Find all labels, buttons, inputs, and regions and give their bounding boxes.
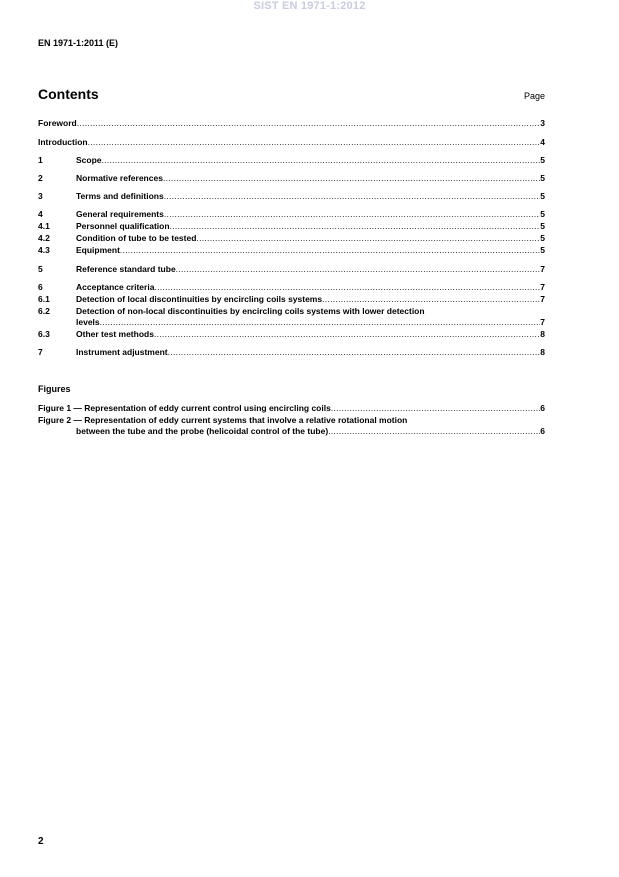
toc-entry-title: Instrument adjustment (76, 347, 168, 357)
toc-entry-page: 5 (540, 245, 545, 255)
toc-entry-title: Normative references (76, 173, 163, 183)
toc-entry-page: 7 (540, 282, 545, 292)
toc-entry-page: 5 (540, 209, 545, 219)
page-column-label: Page (523, 91, 545, 101)
toc-entry-page: 7 (540, 317, 545, 327)
figure-entry-title: Figure 1 — Representation of eddy current control using encircling coils (38, 403, 331, 413)
toc-entry-4-2[interactable] (38, 233, 545, 244)
toc-entry-5[interactable] (38, 264, 545, 275)
toc-entry-title: Equipment (76, 245, 120, 255)
toc-entry-number: 1 (38, 155, 43, 165)
toc-entry-6-2[interactable] (38, 306, 545, 317)
toc-entry-number: 6.2 (38, 306, 50, 316)
leader-dots (102, 155, 541, 166)
toc-entry-page: 8 (540, 347, 545, 357)
figure-entry-title-continued: between the tube and the probe (helicoidal control of the tube) (76, 426, 329, 436)
toc-entry-page: 5 (540, 233, 545, 243)
leader-dots (168, 347, 541, 358)
figure-entry-title: Figure 2 — Representation of eddy current systems that involve a relative rotational motion (38, 415, 408, 425)
figure-entry-page: 6 (540, 403, 545, 413)
toc-entry-number: 6.3 (38, 329, 50, 339)
toc-entry-3[interactable] (38, 191, 545, 202)
toc-entry-title: Condition of tube to be tested (76, 233, 197, 243)
toc-entry-title: Scope (76, 155, 102, 165)
toc-entry-2[interactable] (38, 173, 545, 184)
toc-entry-7[interactable] (38, 347, 545, 358)
toc-entry-page: 5 (540, 173, 545, 183)
toc-entry-number: 6 (38, 282, 43, 292)
watermark: SIST EN 1971-1:2012 (253, 0, 366, 12)
figures-heading: Figures (38, 384, 71, 394)
leader-dots (164, 209, 540, 220)
toc-entry-4-1[interactable] (38, 221, 545, 232)
leader-dots (120, 245, 540, 256)
toc-entry-number: 3 (38, 191, 43, 201)
toc-entry-title: Foreword (38, 118, 77, 128)
toc-entry-number: 4.2 (38, 233, 50, 243)
toc-entry-number: 4.3 (38, 245, 50, 255)
leader-dots (77, 118, 541, 129)
toc-entry-title: Reference standard tube (76, 264, 176, 274)
toc-entry-number: 2 (38, 173, 43, 183)
toc-entry-introduction[interactable] (38, 137, 545, 148)
toc-entry-page: 5 (540, 155, 545, 165)
toc-entry-title: Acceptance criteria (76, 282, 155, 292)
toc-entry-title: Introduction (38, 137, 88, 147)
toc-entry-6-1[interactable] (38, 294, 545, 305)
toc-entry-page: 4 (540, 137, 545, 147)
leader-dots (100, 317, 541, 328)
contents-title: Contents (38, 86, 99, 102)
figure-entry-page: 6 (540, 426, 545, 436)
toc-entry-page: 5 (540, 221, 545, 231)
toc-entry-page: 7 (540, 294, 545, 304)
figure-entry-2[interactable] (38, 415, 545, 426)
toc-entry-title: Other test methods (76, 329, 154, 339)
toc-entry-number: 4.1 (38, 221, 50, 231)
figure-entry-2-continued[interactable] (38, 426, 545, 437)
toc-entry-title: Terms and definitions (76, 191, 164, 201)
toc-entry-number: 6.1 (38, 294, 50, 304)
toc-entry-1[interactable] (38, 155, 545, 166)
leader-dots (331, 403, 540, 414)
toc-entry-6[interactable] (38, 282, 545, 293)
leader-dots (196, 233, 540, 244)
leader-dots (328, 426, 540, 437)
leader-dots (164, 191, 541, 202)
toc-entry-6-2-continued[interactable] (38, 317, 545, 328)
toc-entry-page: 5 (540, 191, 545, 201)
toc-entry-4-3[interactable] (38, 245, 545, 256)
leader-dots (163, 173, 540, 184)
leader-dots (176, 264, 541, 275)
toc-entry-6-3[interactable] (38, 329, 545, 340)
toc-entry-number: 7 (38, 347, 43, 357)
leader-dots (154, 282, 540, 293)
toc-entry-number: 5 (38, 264, 43, 274)
toc-entry-number: 4 (38, 209, 43, 219)
page-number: 2 (38, 836, 44, 847)
leader-dots (322, 294, 540, 305)
toc-entry-page: 8 (540, 329, 545, 339)
figure-entry-1[interactable] (38, 403, 545, 414)
toc-entry-page: 3 (540, 118, 545, 128)
leader-dots (88, 137, 541, 148)
toc-entry-page: 7 (540, 264, 545, 274)
toc-entry-4[interactable] (38, 209, 545, 220)
toc-entry-title: Detection of non-local discontinuities by encircling coils systems with lower detection (76, 306, 425, 316)
toc-entry-foreword[interactable] (38, 118, 545, 129)
toc-entry-title-continued: levels (76, 317, 100, 327)
document-id: EN 1971-1:2011 (E) (38, 38, 119, 48)
toc-entry-title: Personnel qualification (76, 221, 170, 231)
toc-entry-title: Detection of local discontinuities by encircling coils systems (76, 294, 323, 304)
toc-entry-title: General requirements (76, 209, 164, 219)
leader-dots (154, 329, 540, 340)
leader-dots (170, 221, 541, 232)
